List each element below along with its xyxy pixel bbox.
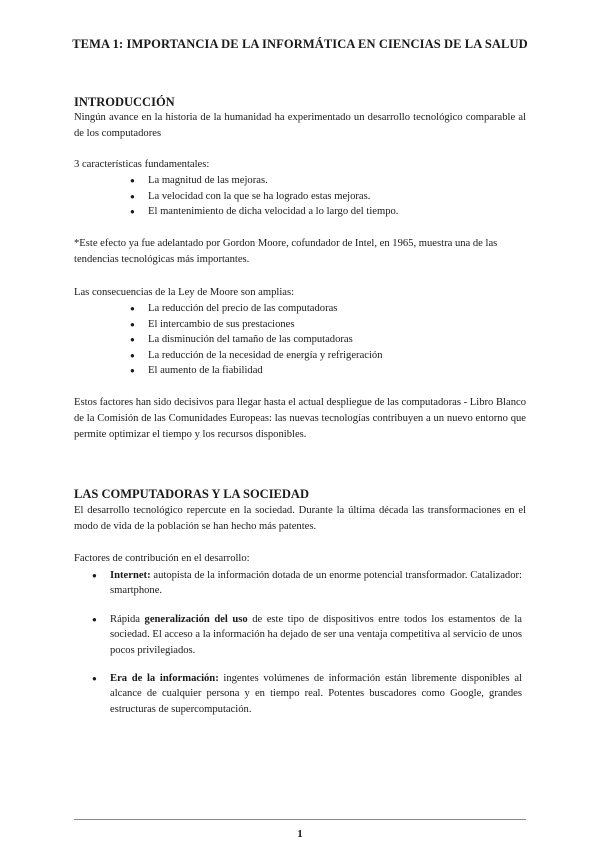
list-item: ● El aumento de la fiabilidad xyxy=(130,363,383,379)
list-item: ● La reducción de la necesidad de energía y refrigeración xyxy=(130,348,383,364)
list-item: ● El mantenimiento de dicha velocidad a lo largo del tiempo. xyxy=(130,204,398,220)
list-item: ● Rápida generalización del uso de este tipo de dispositivos entre todos los estamentos de la sociedad. El acceso a la información ha dejado de ser una ventaja competitiva al servicio de unos pocos privilegiados. xyxy=(92,612,522,658)
factors-label: Factores de contribución en el desarrollo: xyxy=(74,553,250,564)
intro-paragraph: Ningún avance en la historia de la humanidad ha experimentado un desarrollo tecnológico comparable al de los computadores xyxy=(74,112,526,139)
footer-divider xyxy=(74,819,526,820)
document-title: TEMA 1: IMPORTANCIA DE LA INFORMÁTICA EN CIENCIAS DE LA SALUD xyxy=(72,37,528,51)
features-label: 3 características fundamentales: xyxy=(74,159,210,170)
list-item: ● Era de la información: ingentes volúmenes de información están libremente disponibles al alcance de cualquier persona y en tiempo real. Potentes buscadores como Google, grandes estructuras de supercomputación. xyxy=(92,671,522,717)
features-list xyxy=(130,173,398,220)
society-heading: LAS COMPUTADORAS Y LA SOCIEDAD xyxy=(74,487,309,501)
list-item: ● La reducción del precio de las computadoras xyxy=(130,301,383,317)
closing-paragraph: Estos factores han sido decisivos para llegar hasta el actual despliegue de las computadoras - Libro Blanco de la Comisión de las Comunidades Europeas: las nuevas tecnologías contribuyen a un nuevo entorno que permite optimizar el tiempo y los recursos disponibles. xyxy=(74,397,526,440)
list-item: ● La velocidad con la que se ha logrado estas mejoras. xyxy=(130,189,398,205)
moore-note: *Este efecto ya fue adelantado por Gordon Moore, cofundador de Intel, en 1965, muestra una de las tendencias tecnológicas más importantes. xyxy=(74,238,498,265)
list-item: ● La magnitud de las mejoras. xyxy=(130,173,398,189)
list-item: ● El intercambio de sus prestaciones xyxy=(130,317,383,333)
list-item: ● Internet: autopista de la información dotada de un enorme potencial transformador. Catalizador: smartphone. xyxy=(92,568,522,599)
list-item: ● La disminución del tamaño de las computadoras xyxy=(130,332,383,348)
factors-list xyxy=(92,568,522,717)
consequences-list xyxy=(130,301,383,379)
intro-heading: INTRODUCCIÓN xyxy=(74,95,175,109)
society-paragraph: El desarrollo tecnológico repercute en la sociedad. Durante la última década las transformaciones en el modo de vida de la población se han hecho más patentes. xyxy=(74,505,526,532)
page-number: 1 xyxy=(297,828,303,840)
consequences-label: Las consecuencias de la Ley de Moore son amplias: xyxy=(74,287,295,298)
